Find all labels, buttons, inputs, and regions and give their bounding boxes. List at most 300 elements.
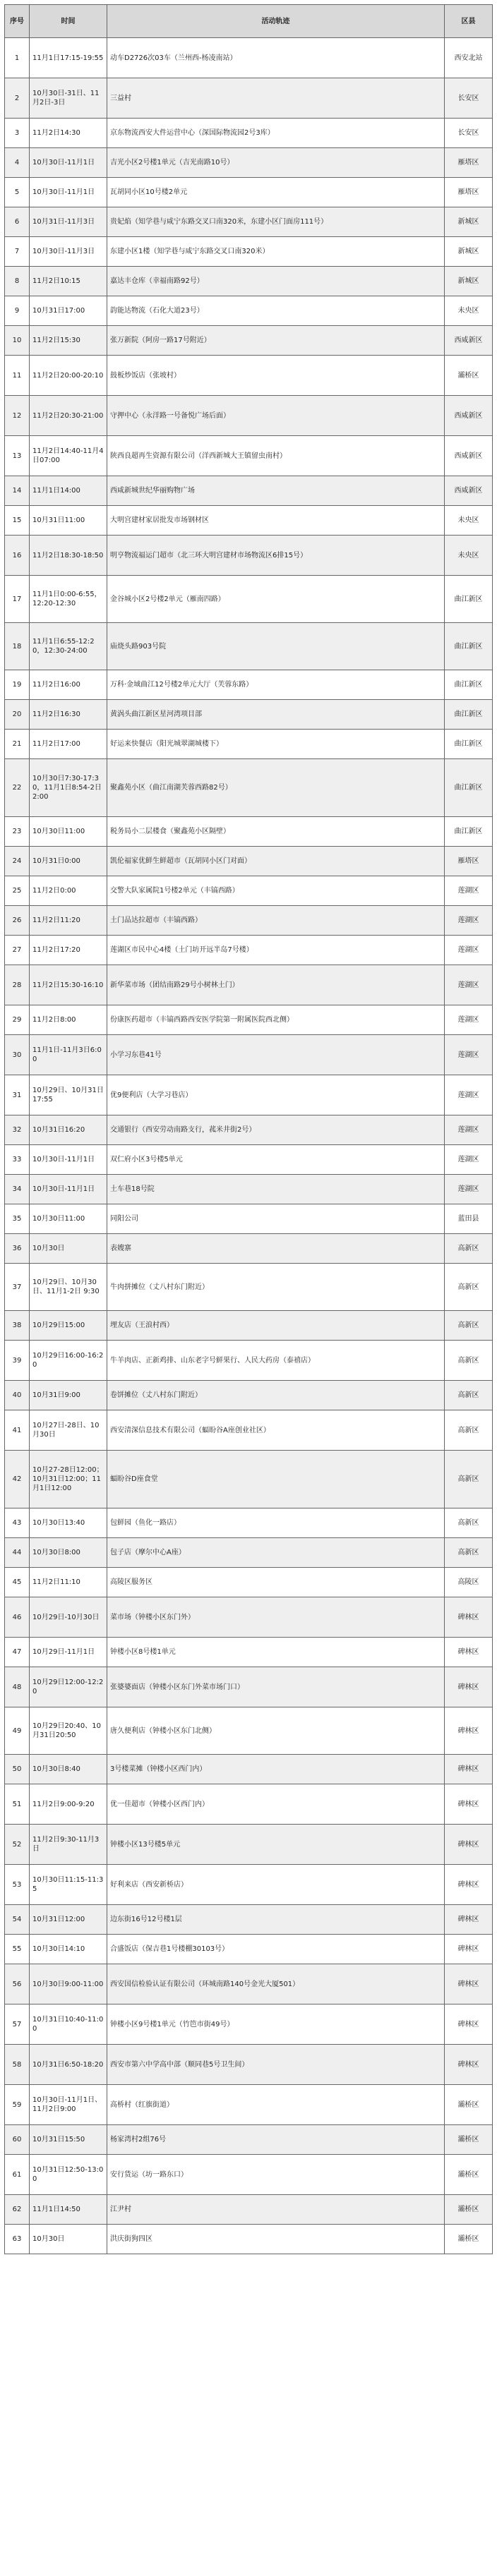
district-cell: 曲江新区 xyxy=(445,700,493,730)
table-row xyxy=(5,700,493,730)
table-row xyxy=(5,817,493,847)
index-cell: 18 xyxy=(5,623,30,670)
track-cell: 合盛饭店（保吉巷1号楼棚30103号） xyxy=(107,1935,445,1964)
track-cell: 牛肉拼摊位（丈八村东门附近） xyxy=(107,1264,445,1311)
table-row xyxy=(5,1035,493,1075)
district-cell: 西咸新区 xyxy=(445,436,493,476)
table-row xyxy=(5,119,493,148)
index-cell: 61 xyxy=(5,2155,30,2195)
district-cell: 碑林区 xyxy=(445,1638,493,1667)
table-row xyxy=(5,436,493,476)
table-row xyxy=(5,1905,493,1935)
time-cell: 10月30日11:00 xyxy=(30,1204,107,1234)
time-cell: 10月30日-11月1日 xyxy=(30,1145,107,1175)
index-cell: 48 xyxy=(5,1667,30,1707)
track-cell: 小学习东巷41号 xyxy=(107,1035,445,1075)
district-cell: 未央区 xyxy=(445,536,493,576)
track-cell: 凯伦福家优鲜生鲜超市（瓦胡同小区门对面） xyxy=(107,847,445,876)
district-cell: 长安区 xyxy=(445,119,493,148)
district-cell: 莲湖区 xyxy=(445,1035,493,1075)
table-row xyxy=(5,1865,493,1905)
time-cell: 10月30日-11月3日 xyxy=(30,237,107,267)
table-row xyxy=(5,476,493,506)
time-cell: 11月2日16:30 xyxy=(30,700,107,730)
track-cell: 守押中心（永洋路一号备悦广场后面） xyxy=(107,396,445,436)
district-cell: 曲江新区 xyxy=(445,623,493,670)
index-cell: 38 xyxy=(5,1311,30,1341)
index-cell: 24 xyxy=(5,847,30,876)
track-cell: 陕西良超再生资源有限公司（洋西新城大王镇留虫南村） xyxy=(107,436,445,476)
track-cell: 包子店（摩尔中心A座） xyxy=(107,1538,445,1568)
table-row xyxy=(5,1508,493,1538)
district-cell: 雁塔区 xyxy=(445,148,493,178)
time-cell: 11月2日18:30-18:50 xyxy=(30,536,107,576)
district-cell: 碑林区 xyxy=(445,1755,493,1784)
track-cell: 土车巷18号院 xyxy=(107,1175,445,1204)
table-row xyxy=(5,2225,493,2254)
table-row xyxy=(5,1341,493,1381)
time-cell: 10月29日-10月30日 xyxy=(30,1597,107,1638)
index-cell: 3 xyxy=(5,119,30,148)
table-row xyxy=(5,1381,493,1410)
track-cell: 钟楼小区9号楼1单元（竹笆市街49号） xyxy=(107,2004,445,2045)
table-row xyxy=(5,1964,493,2004)
track-cell: 份康医药超市（丰镐西路西安医学院第一附属医院西北侧） xyxy=(107,1005,445,1035)
time-cell: 11月2日9:30-11月3日 xyxy=(30,1825,107,1865)
track-cell: 高陵区服务区 xyxy=(107,1568,445,1597)
time-cell: 10月31日9:00 xyxy=(30,1381,107,1410)
track-cell: 吉光小区2号楼1单元（吉光南路10号） xyxy=(107,148,445,178)
district-cell: 未央区 xyxy=(445,506,493,536)
district-cell: 灞桥区 xyxy=(445,2125,493,2155)
table-row xyxy=(5,237,493,267)
index-cell: 34 xyxy=(5,1175,30,1204)
district-cell: 长安区 xyxy=(445,78,493,119)
track-cell: 万科·金域曲江12号楼2单元大厅（芙蓉东路） xyxy=(107,670,445,700)
table-row xyxy=(5,78,493,119)
district-cell: 蓝田县 xyxy=(445,1204,493,1234)
district-cell: 碑林区 xyxy=(445,1667,493,1707)
time-cell: 11月1日-11月3日6:00 xyxy=(30,1035,107,1075)
district-cell: 灞桥区 xyxy=(445,2085,493,2125)
track-cell: 庙烧头路903号院 xyxy=(107,623,445,670)
table-row xyxy=(5,1175,493,1204)
table-row xyxy=(5,396,493,436)
time-cell: 11月1日17:15-19:55 xyxy=(30,38,107,78)
track-cell: 钟楼小区13号楼5单元 xyxy=(107,1825,445,1865)
index-cell: 35 xyxy=(5,1204,30,1234)
time-cell: 11月2日20:00-20:10 xyxy=(30,356,107,396)
track-cell: 优一佳超市（钟楼小区西门内） xyxy=(107,1784,445,1825)
index-cell: 37 xyxy=(5,1264,30,1311)
district-cell: 碑林区 xyxy=(445,1964,493,2004)
time-cell: 11月2日11:10 xyxy=(30,1568,107,1597)
table-row xyxy=(5,1638,493,1667)
index-cell: 22 xyxy=(5,759,30,817)
index-cell: 2 xyxy=(5,78,30,119)
index-cell: 4 xyxy=(5,148,30,178)
index-cell: 46 xyxy=(5,1597,30,1638)
index-cell: 23 xyxy=(5,817,30,847)
time-cell: 10月30日-11月1日、11月2日9:00 xyxy=(30,2085,107,2125)
time-cell: 11月2日8:00 xyxy=(30,1005,107,1035)
track-cell: 交通银行（西安劳动南路支行，菰米井街2号） xyxy=(107,1115,445,1145)
table-row xyxy=(5,1667,493,1707)
district-cell: 莲湖区 xyxy=(445,906,493,936)
track-cell: 动车D2726次03车（兰州西-杨凌南站） xyxy=(107,38,445,78)
track-cell: 卷饼摊位（丈八村东门附近） xyxy=(107,1381,445,1410)
district-cell: 未央区 xyxy=(445,296,493,326)
time-cell: 10月31日16:20 xyxy=(30,1115,107,1145)
time-cell: 10月30日-11月1日 xyxy=(30,178,107,207)
index-cell: 44 xyxy=(5,1538,30,1568)
table-row xyxy=(5,267,493,296)
table-row xyxy=(5,536,493,576)
index-cell: 39 xyxy=(5,1341,30,1381)
index-cell: 6 xyxy=(5,207,30,237)
table-row xyxy=(5,2195,493,2225)
district-cell: 碑林区 xyxy=(445,1825,493,1865)
index-cell: 63 xyxy=(5,2225,30,2254)
index-cell: 28 xyxy=(5,965,30,1005)
district-cell: 曲江新区 xyxy=(445,759,493,817)
time-cell: 10月30日11:15-11:35 xyxy=(30,1865,107,1905)
table-row xyxy=(5,1234,493,1264)
time-cell: 10月29日-11月1日 xyxy=(30,1638,107,1667)
district-cell: 曲江新区 xyxy=(445,817,493,847)
index-cell: 45 xyxy=(5,1568,30,1597)
table-row xyxy=(5,2125,493,2155)
time-cell: 11月2日17:00 xyxy=(30,730,107,759)
table-row xyxy=(5,1145,493,1175)
table-row xyxy=(5,936,493,965)
table-row xyxy=(5,965,493,1005)
table-row xyxy=(5,2155,493,2195)
index-cell: 20 xyxy=(5,700,30,730)
district-cell: 新城区 xyxy=(445,237,493,267)
table-row xyxy=(5,178,493,207)
track-cell: 西安清深信息技术有限公司（蝠盼谷A座创业社区） xyxy=(107,1410,445,1451)
table-row xyxy=(5,1204,493,1234)
index-cell: 50 xyxy=(5,1755,30,1784)
district-cell: 高新区 xyxy=(445,1508,493,1538)
track-cell: 东建小区1楼（知学巷与咸宁东路交叉口南320米） xyxy=(107,237,445,267)
track-cell: 包鲜园（鱼化一路店） xyxy=(107,1508,445,1538)
index-cell: 40 xyxy=(5,1381,30,1410)
table-row xyxy=(5,759,493,817)
time-cell: 11月1日14:50 xyxy=(30,2195,107,2225)
track-cell: 江尹村 xyxy=(107,2195,445,2225)
track-cell: 洪庆街狗四区 xyxy=(107,2225,445,2254)
district-cell: 碑林区 xyxy=(445,1784,493,1825)
index-cell: 8 xyxy=(5,267,30,296)
table-row xyxy=(5,906,493,936)
time-cell: 10月27-28日12:00；10月31日12:00；11月1日12:00 xyxy=(30,1451,107,1508)
district-cell: 碑林区 xyxy=(445,1597,493,1638)
index-cell: 16 xyxy=(5,536,30,576)
time-cell: 11月2日15:30-16:10 xyxy=(30,965,107,1005)
time-cell: 10月31日17:00 xyxy=(30,296,107,326)
table-row xyxy=(5,1707,493,1755)
time-cell: 10月29日16:00-16:20 xyxy=(30,1341,107,1381)
time-cell: 10月29日、10月31日17:55 xyxy=(30,1075,107,1115)
index-cell: 26 xyxy=(5,906,30,936)
index-cell: 1 xyxy=(5,38,30,78)
track-cell: 边东街16号12号楼1层 xyxy=(107,1905,445,1935)
district-cell: 西咸新区 xyxy=(445,326,493,356)
time-cell: 11月2日15:30 xyxy=(30,326,107,356)
table-row xyxy=(5,207,493,237)
track-cell: 3号楼菜摊（钟楼小区西门内） xyxy=(107,1755,445,1784)
index-cell: 57 xyxy=(5,2004,30,2045)
track-cell: 牛羊肉店、正新鸡排、山东老字号鲜果行、人民大药房（泰禧店） xyxy=(107,1341,445,1381)
time-cell: 10月31日0:00 xyxy=(30,847,107,876)
table-row xyxy=(5,2045,493,2085)
track-cell: 同阳公司 xyxy=(107,1204,445,1234)
table-body xyxy=(5,38,493,2254)
table-row xyxy=(5,623,493,670)
track-cell: 埋友店（王浪村西） xyxy=(107,1311,445,1341)
time-cell: 11月2日17:20 xyxy=(30,936,107,965)
track-cell: 税务局小二层楼食（聚鑫苑小区隔壁） xyxy=(107,817,445,847)
time-cell: 11月2日0:00 xyxy=(30,876,107,906)
track-cell: 新华菜市场（团结南路29号小树林土门） xyxy=(107,965,445,1005)
table-row xyxy=(5,2085,493,2125)
time-cell: 10月29日、10月30日、11月1-2日 9:30 xyxy=(30,1264,107,1311)
time-cell: 10月30日-11月1日 xyxy=(30,148,107,178)
time-cell: 10月31日12:50-13:00 xyxy=(30,2155,107,2195)
track-cell: 黄涡头曲江新区星河湾项目部 xyxy=(107,700,445,730)
time-cell: 10月30日 xyxy=(30,1234,107,1264)
track-cell: 交警大队家属院1号楼2单元（丰镐西路） xyxy=(107,876,445,906)
time-cell: 10月30日8:40 xyxy=(30,1755,107,1784)
district-cell: 西安北站 xyxy=(445,38,493,78)
header-district: 区县 xyxy=(445,5,493,38)
district-cell: 莲湖区 xyxy=(445,1145,493,1175)
index-cell: 27 xyxy=(5,936,30,965)
track-cell: 钟楼小区8号楼1单元 xyxy=(107,1638,445,1667)
district-cell: 莲湖区 xyxy=(445,1115,493,1145)
table-row xyxy=(5,38,493,78)
time-cell: 11月2日11:20 xyxy=(30,906,107,936)
table-row xyxy=(5,576,493,623)
table-row xyxy=(5,356,493,396)
time-cell: 10月31日6:50-18:20 xyxy=(30,2045,107,2085)
index-cell: 51 xyxy=(5,1784,30,1825)
index-cell: 41 xyxy=(5,1410,30,1451)
track-cell: 好运来快餐店（阳光城翠湖城楼下） xyxy=(107,730,445,759)
table-row xyxy=(5,1935,493,1964)
table-row xyxy=(5,1311,493,1341)
district-cell: 高新区 xyxy=(445,1234,493,1264)
index-cell: 59 xyxy=(5,2085,30,2125)
index-cell: 11 xyxy=(5,356,30,396)
index-cell: 31 xyxy=(5,1075,30,1115)
index-cell: 47 xyxy=(5,1638,30,1667)
table-row xyxy=(5,326,493,356)
time-cell: 10月31日15:50 xyxy=(30,2125,107,2155)
district-cell: 灞桥区 xyxy=(445,356,493,396)
index-cell: 13 xyxy=(5,436,30,476)
itinerary-table xyxy=(4,4,493,2254)
index-cell: 10 xyxy=(5,326,30,356)
index-cell: 60 xyxy=(5,2125,30,2155)
district-cell: 新城区 xyxy=(445,207,493,237)
itinerary-table-container xyxy=(4,4,493,2254)
district-cell: 高陵区 xyxy=(445,1568,493,1597)
time-cell: 10月30日-11月1日 xyxy=(30,1175,107,1204)
time-cell: 10月30日14:10 xyxy=(30,1935,107,1964)
index-cell: 29 xyxy=(5,1005,30,1035)
time-cell: 10月31日12:00 xyxy=(30,1905,107,1935)
track-cell: 杨家湾村2组76号 xyxy=(107,2125,445,2155)
district-cell: 高新区 xyxy=(445,1311,493,1341)
table-row xyxy=(5,1568,493,1597)
district-cell: 碑林区 xyxy=(445,2004,493,2045)
track-cell: 嘉达丰仓库（幸福南路92号） xyxy=(107,267,445,296)
index-cell: 32 xyxy=(5,1115,30,1145)
district-cell: 莲湖区 xyxy=(445,936,493,965)
table-row xyxy=(5,730,493,759)
index-cell: 43 xyxy=(5,1508,30,1538)
index-cell: 49 xyxy=(5,1707,30,1755)
index-cell: 33 xyxy=(5,1145,30,1175)
district-cell: 高新区 xyxy=(445,1451,493,1508)
header-track: 活动轨迹 xyxy=(107,5,445,38)
district-cell: 曲江新区 xyxy=(445,730,493,759)
district-cell: 雁塔区 xyxy=(445,178,493,207)
time-cell: 10月27日-28日、10月30日 xyxy=(30,1410,107,1451)
index-cell: 12 xyxy=(5,396,30,436)
time-cell: 10月30日-31日、11月2日-3日 xyxy=(30,78,107,119)
district-cell: 碑林区 xyxy=(445,1905,493,1935)
table-row xyxy=(5,506,493,536)
index-cell: 36 xyxy=(5,1234,30,1264)
index-cell: 53 xyxy=(5,1865,30,1905)
district-cell: 高新区 xyxy=(445,1538,493,1568)
district-cell: 碑林区 xyxy=(445,2045,493,2085)
district-cell: 莲湖区 xyxy=(445,1075,493,1115)
table-row xyxy=(5,1538,493,1568)
time-cell: 10月30日8:00 xyxy=(30,1538,107,1568)
index-cell: 56 xyxy=(5,1964,30,2004)
table-row xyxy=(5,148,493,178)
index-cell: 54 xyxy=(5,1905,30,1935)
index-cell: 5 xyxy=(5,178,30,207)
track-cell: 莲湖区市民中心4楼（土门坊开远半岛7号楼） xyxy=(107,936,445,965)
track-cell: 表嫂寨 xyxy=(107,1234,445,1264)
district-cell: 莲湖区 xyxy=(445,965,493,1005)
index-cell: 25 xyxy=(5,876,30,906)
track-cell: 三益村 xyxy=(107,78,445,119)
track-cell: 金谷城小区2号楼2单元（雁南四路） xyxy=(107,576,445,623)
track-cell: 双仁府小区3号楼5单元 xyxy=(107,1145,445,1175)
track-cell: 好利来店（西安新桥店） xyxy=(107,1865,445,1905)
time-cell: 10月31日-11月3日 xyxy=(30,207,107,237)
time-cell: 11月2日9:00-9:20 xyxy=(30,1784,107,1825)
district-cell: 碑林区 xyxy=(445,1707,493,1755)
index-cell: 17 xyxy=(5,576,30,623)
time-cell: 10月29日12:00-12:20 xyxy=(30,1667,107,1707)
track-cell: 张万新院（阿房一路17号附近） xyxy=(107,326,445,356)
time-cell: 11月2日14:30 xyxy=(30,119,107,148)
time-cell: 10月31日10:40-11:00 xyxy=(30,2004,107,2045)
header-time: 时间 xyxy=(30,5,107,38)
time-cell: 10月30日 xyxy=(30,2225,107,2254)
table-row xyxy=(5,2004,493,2045)
district-cell: 西咸新区 xyxy=(445,476,493,506)
track-cell: 贵妃焰（知学巷与咸宁东路交叉口南320米，东建小区门面房111号） xyxy=(107,207,445,237)
district-cell: 曲江新区 xyxy=(445,576,493,623)
district-cell: 莲湖区 xyxy=(445,1175,493,1204)
index-cell: 52 xyxy=(5,1825,30,1865)
time-cell: 11月1日0:00-6:55，12:20-12:30 xyxy=(30,576,107,623)
district-cell: 莲湖区 xyxy=(445,876,493,906)
track-cell: 瓦胡同小区10号楼2单元 xyxy=(107,178,445,207)
track-cell: 安行货运（坊一路东口） xyxy=(107,2155,445,2195)
district-cell: 碑林区 xyxy=(445,1865,493,1905)
track-cell: 菜市场（钟楼小区东门外） xyxy=(107,1597,445,1638)
time-cell: 10月30日11:00 xyxy=(30,817,107,847)
track-cell: 西安市第六中学高中部（顺同巷5号卫生间） xyxy=(107,2045,445,2085)
track-cell: 大明宫建材家居批发市场钢材区 xyxy=(107,506,445,536)
table-row xyxy=(5,296,493,326)
table-row xyxy=(5,1825,493,1865)
table-row xyxy=(5,847,493,876)
time-cell: 10月30日9:00-11:00 xyxy=(30,1964,107,2004)
index-cell: 19 xyxy=(5,670,30,700)
time-cell: 11月2日20:30-21:00 xyxy=(30,396,107,436)
track-cell: 西咸新城世纪华丽购物广场 xyxy=(107,476,445,506)
time-cell: 10月31日11:00 xyxy=(30,506,107,536)
index-cell: 62 xyxy=(5,2195,30,2225)
table-row xyxy=(5,1264,493,1311)
table-row xyxy=(5,876,493,906)
table-row xyxy=(5,1755,493,1784)
district-cell: 灞桥区 xyxy=(445,2225,493,2254)
index-cell: 9 xyxy=(5,296,30,326)
index-cell: 42 xyxy=(5,1451,30,1508)
track-cell: 优9便利店（大学习巷店） xyxy=(107,1075,445,1115)
district-cell: 雁塔区 xyxy=(445,847,493,876)
track-cell: 张婆婆面店（钟楼小区东门外菜市场门口） xyxy=(107,1667,445,1707)
time-cell: 10月29日15:00 xyxy=(30,1311,107,1341)
track-cell: 韵能达物流（石化大道23号） xyxy=(107,296,445,326)
district-cell: 灞桥区 xyxy=(445,2195,493,2225)
district-cell: 高新区 xyxy=(445,1264,493,1311)
time-cell: 11月2日14:40-11月4日07:00 xyxy=(30,436,107,476)
track-cell: 鼓板炒饭店（张坡村） xyxy=(107,356,445,396)
time-cell: 11月1日14:00 xyxy=(30,476,107,506)
time-cell: 10月30日7:30-17:30，11月1日8:54-2日2:00 xyxy=(30,759,107,817)
district-cell: 曲江新区 xyxy=(445,670,493,700)
track-cell: 高桥村（红旗街道） xyxy=(107,2085,445,2125)
district-cell: 西咸新区 xyxy=(445,396,493,436)
time-cell: 10月29日20:40、10月31日20:50 xyxy=(30,1707,107,1755)
index-cell: 14 xyxy=(5,476,30,506)
time-cell: 11月2日16:00 xyxy=(30,670,107,700)
track-cell: 西安国信检验认证有限公司（环城南路140号金光大厦501） xyxy=(107,1964,445,2004)
table-row xyxy=(5,1005,493,1035)
table-row xyxy=(5,1115,493,1145)
track-cell: 土门品达拉超市（丰镐西路） xyxy=(107,906,445,936)
track-cell: 蝠盼谷D座食堂 xyxy=(107,1451,445,1508)
table-row xyxy=(5,1410,493,1451)
track-cell: 唐久便利店（钟楼小区东门北侧） xyxy=(107,1707,445,1755)
district-cell: 高新区 xyxy=(445,1341,493,1381)
track-cell: 明亨物流福运门超市（北三环大明宫建材市场物流区6排15号） xyxy=(107,536,445,576)
index-cell: 7 xyxy=(5,237,30,267)
